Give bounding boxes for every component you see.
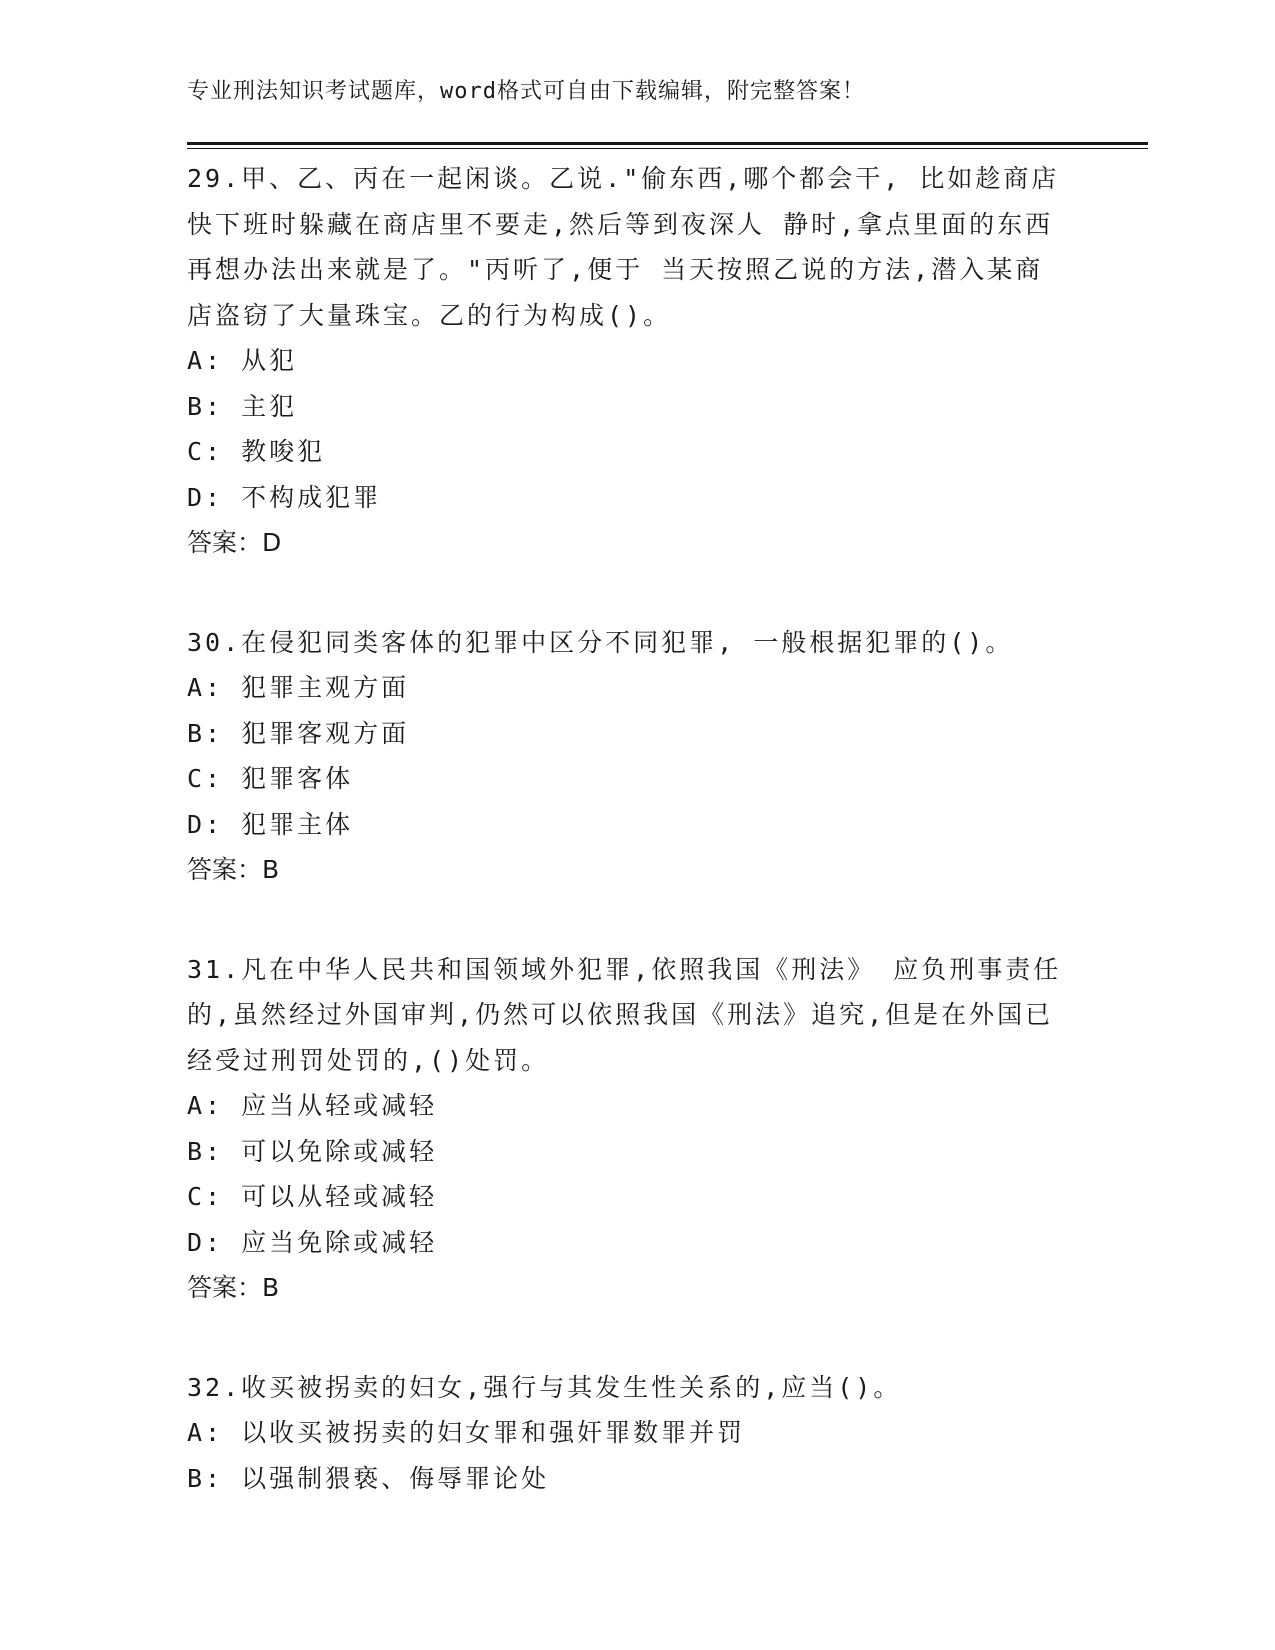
question-32 (187, 1365, 1067, 1502)
option-d: D: 犯罪主体 (187, 809, 354, 839)
question-stem-line: 的,虽然经过外国审判,仍然可以依照我国《刑法》追究,但是在外国已 (187, 1000, 1054, 1029)
question-stem-line: 32.收买被拐卖的妇女,强行与其发生性关系的,应当()。 (187, 1372, 902, 1402)
question-29 (187, 156, 1067, 566)
option-a: A: 应当从轻或减轻 (187, 1091, 438, 1120)
option-c: C: 犯罪客体 (187, 764, 354, 793)
question-stem-line: 30.在侵犯同类客体的犯罪中区分不同犯罪, 一般根据犯罪的()。 (187, 627, 1014, 657)
option-b: B: 犯罪客观方面 (187, 718, 410, 748)
option-c: C: 可以从轻或减轻 (187, 1182, 438, 1211)
answer-line: 答案：B (187, 1273, 280, 1302)
option-d: D: 应当免除或减轻 (187, 1227, 438, 1257)
header-rule-thick (187, 142, 1148, 145)
document-header: 专业刑法知识考试题库，word格式可自由下载编辑，附完整答案！ (187, 79, 865, 104)
question-stem-line: 31.凡在中华人民共和国领域外犯罪,依照我国《刑法》 应负刑事责任 (187, 954, 1062, 984)
option-c: C: 教唆犯 (187, 437, 326, 466)
question-stem-line: 再想办法出来就是了。"丙听了,便于 当天按照乙说的方法,潜入某商 (187, 255, 1044, 284)
question-30 (187, 620, 1067, 893)
question-stem-line: 店盗窃了大量珠宝。乙的行为构成()。 (187, 300, 672, 330)
header-rule-thin (187, 148, 1148, 149)
question-stem-line: 快下班时躲藏在商店里不要走,然后等到夜深人 静时,拿点里面的东西 (187, 209, 1054, 239)
option-a: A: 从犯 (187, 346, 298, 375)
question-31 (187, 947, 1067, 1311)
option-b: B: 主犯 (187, 391, 298, 421)
answer-line: 答案：B (187, 855, 280, 884)
option-d: D: 不构成犯罪 (187, 482, 382, 512)
option-a: A: 以收买被拐卖的妇女罪和强奸罪数罪并罚 (187, 1418, 746, 1447)
option-b: B: 以强制猥亵、侮辱罪论处 (187, 1463, 550, 1493)
question-stem-line: 经受过刑罚处罚的,()处罚。 (187, 1045, 550, 1075)
question-stem-line: 29.甲、乙、丙在一起闲谈。乙说."偷东西,哪个都会干, 比如趁商店 (187, 164, 1060, 193)
question-list (187, 156, 1067, 1555)
option-b: B: 可以免除或减轻 (187, 1136, 438, 1166)
answer-line: 答案：D (187, 528, 282, 557)
option-a: A: 犯罪主观方面 (187, 673, 410, 702)
